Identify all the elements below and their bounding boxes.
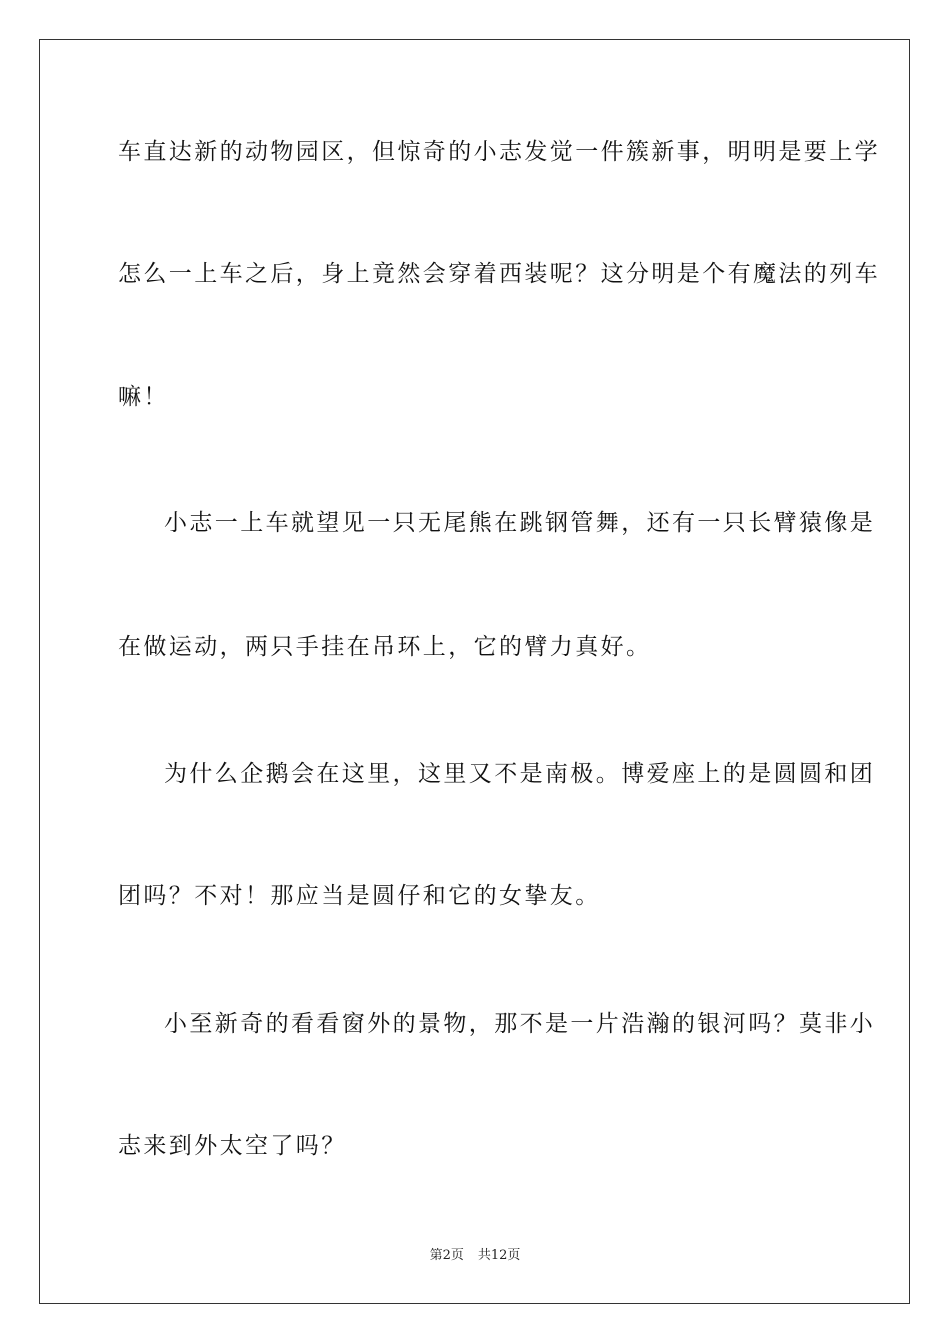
paragraph-line: 小志一上车就望见一只无尾熊在跳钢管舞，还有一只长臂猿像是 (164, 510, 876, 536)
page-border (39, 39, 910, 1304)
paragraph-line: 为什么企鹅会在这里，这里又不是南极。博爱座上的是圆圆和团 (164, 761, 876, 787)
paragraph-line: 嘛！ (118, 384, 169, 410)
page-footer (0, 1247, 950, 1265)
page-total: 共12页 (477, 1248, 521, 1263)
page-number: 第2页 (429, 1248, 464, 1263)
paragraph-line: 团吗？不对！那应当是圆仔和它的女挚友。 (118, 883, 601, 909)
paragraph-line: 怎么一上车之后，身上竟然会穿着西装呢？这分明是个有魔法的列车 (118, 261, 880, 287)
paragraph-line: 小至新奇的看看窗外的景物，那不是一片浩瀚的银河吗？莫非小 (164, 1011, 876, 1037)
paragraph-line: 车直达新的动物园区，但惊奇的小志发觉一件簇新事，明明是要上学 (118, 139, 880, 165)
paragraph-line: 志来到外太空了吗？ (118, 1133, 347, 1159)
paragraph-line: 在做运动，两只手挂在吊环上，它的臂力真好。 (118, 634, 652, 660)
